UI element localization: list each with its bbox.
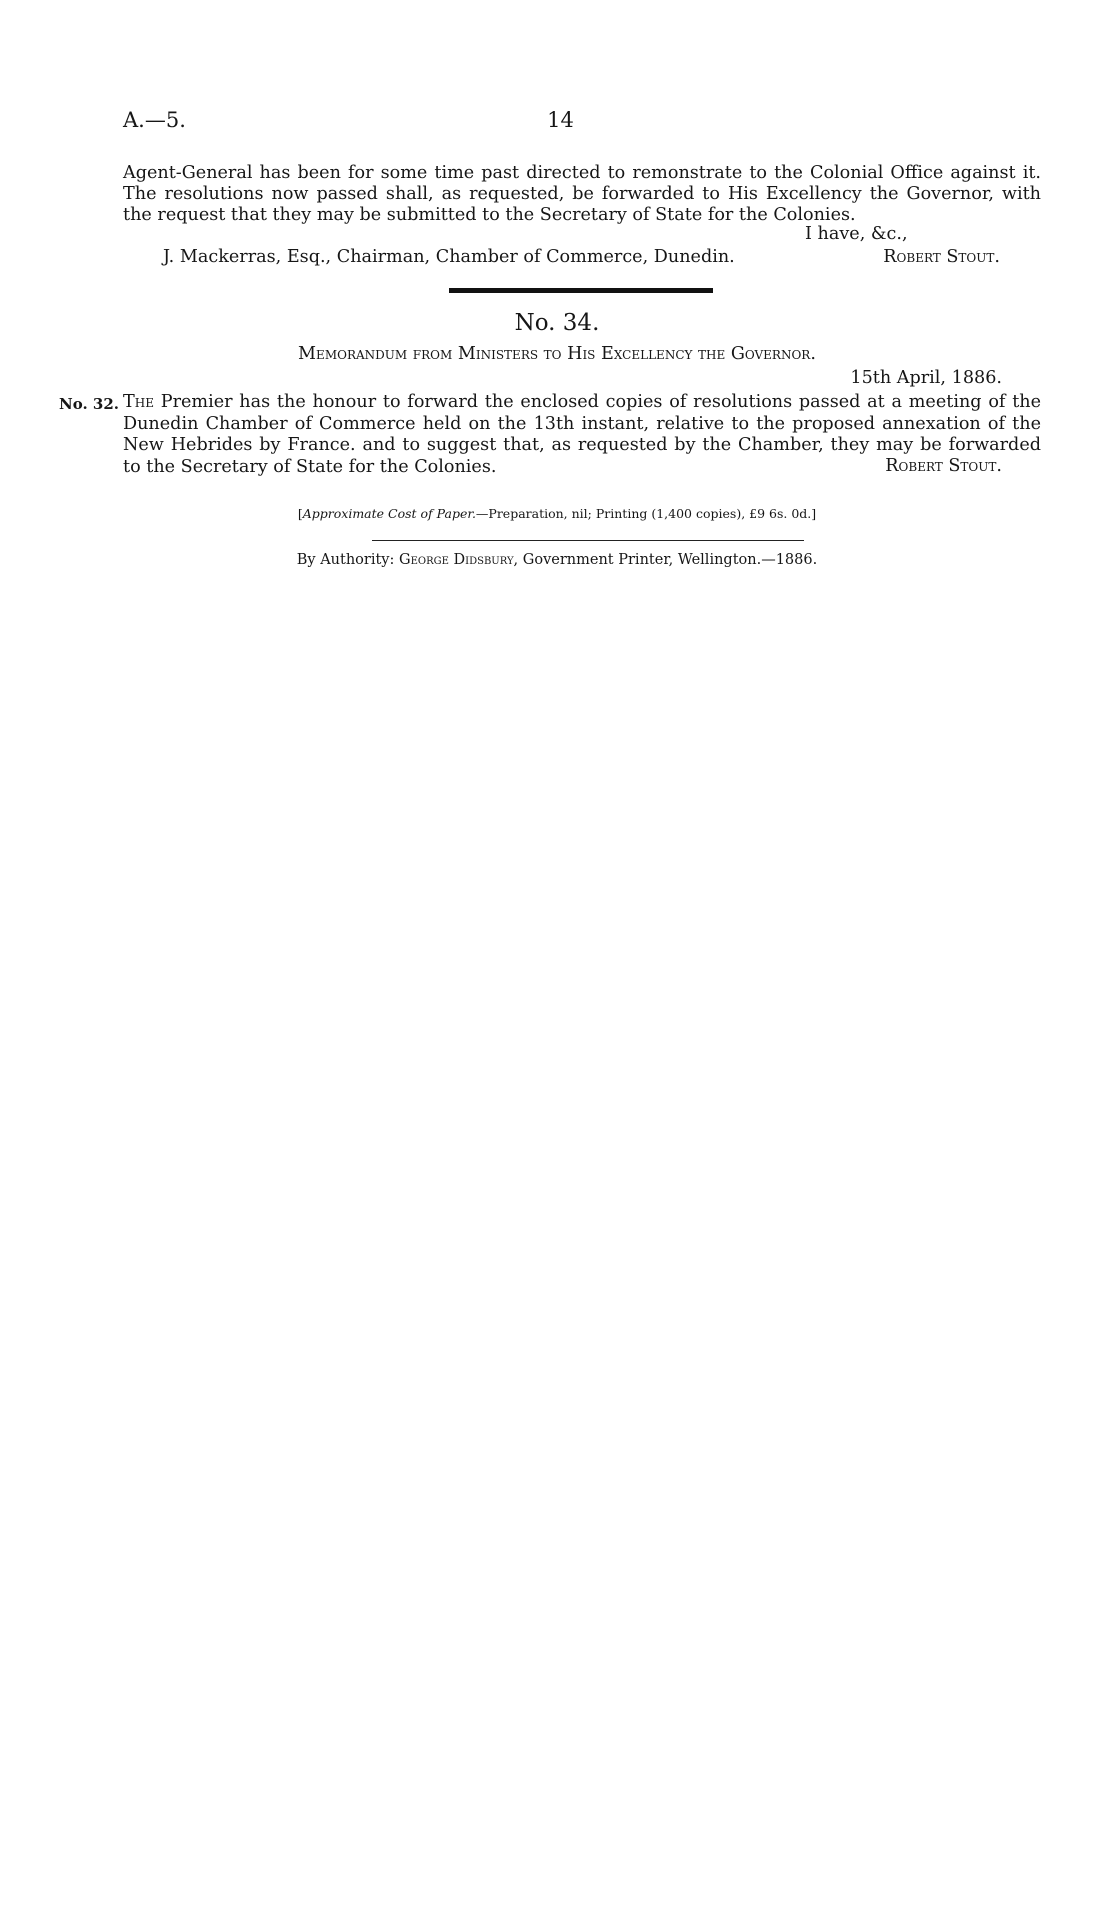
page-header bbox=[123, 108, 998, 138]
cost-detail: —Preparation, nil; Printing (1,400 copies), £9 6s. 0d. bbox=[475, 506, 812, 521]
imprint-prefix: By Authority: bbox=[296, 552, 395, 568]
memorandum-title: Memorandum from Ministers to His Excellency the Governor. bbox=[298, 344, 816, 364]
closing-salutation: I have, &c., bbox=[805, 224, 908, 244]
margin-reference: No. 32. bbox=[59, 395, 119, 413]
memorandum-signature: Robert Stout. bbox=[885, 456, 1002, 476]
footer-divider bbox=[372, 540, 804, 541]
section-divider bbox=[449, 288, 713, 293]
printer-name: George Didsbury, bbox=[399, 552, 519, 568]
page-number: 14 bbox=[547, 108, 574, 132]
letter-signature: Robert Stout. bbox=[883, 247, 1000, 267]
continuation-paragraph bbox=[123, 163, 1041, 226]
cost-note: [Approximate Cost of Paper.—Preparation, nil; Printing (1,400 copies), £9 6s. 0d.] bbox=[297, 506, 817, 521]
body-lead-word: The bbox=[123, 392, 154, 412]
addressee: J. Mackerras, Esq., Chairman, Chamber of Commerce, Dunedin. bbox=[163, 247, 735, 267]
memorandum-date: 15th April, 1886. bbox=[850, 368, 1002, 388]
cost-label: Approximate Cost of Paper. bbox=[302, 506, 476, 521]
paper-reference: A.—5. bbox=[123, 108, 186, 132]
document-number: No. 34. bbox=[514, 310, 600, 336]
imprint-suffix: Government Printer, Wellington.—1886. bbox=[522, 552, 818, 568]
memorandum-text: Premier has the honour to forward the enclosed copies of resolutions passed at a meeting of the Dunedin Chamber of Commerce held on the 13th instant, relative to the proposed annexation of the New Hebrides by France. and to suggest that, as requested by the Chamber, they may be forwarded to the Secretary of State for the Colonies. bbox=[123, 392, 1042, 477]
continuation-text: Agent-General has been for some time past directed to remonstrate to the Colonial Office against it. The resolutions now passed shall, as requested, be forwarded to His Excellency the Governor, with the request that they may be submitted to the Secretary of State for the Colonies. bbox=[123, 163, 1041, 225]
imprint-line bbox=[0, 552, 1114, 568]
